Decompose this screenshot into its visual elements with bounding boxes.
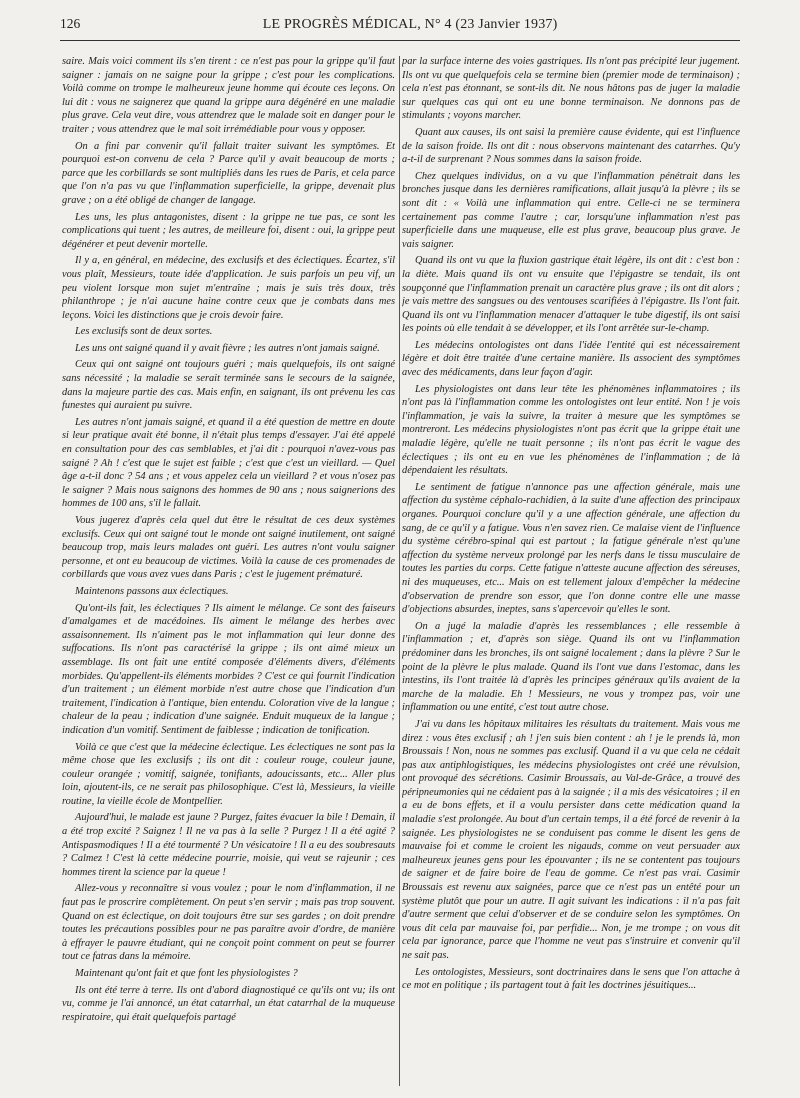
paragraph: Les exclusifs sont de deux sortes. xyxy=(75,326,213,338)
paragraph: Aujourd'hui, le malade est jaune ? Purgez, faites évacuer la bile ! Demain, il a été trop excité ? Saignez ! Il ne va pas à la selle ? Purgez ! Il a été agité ? Antispasmodiques ! Il a été tourmenté ? Un vésicatoire ! Il a eu des soubresauts ? Calmez ! C'est là cette médecine pourrie, moisie, qui veut se rajeunir ; ces hommes tirent la science par la queue ! xyxy=(62,812,395,878)
journal-title: LE PROGRÈS MÉDICAL, N° 4 (23 Janvier 1937) xyxy=(262,17,558,32)
paragraph: Les médecins ontologistes ont dans l'idée l'entité qui est nécessairement légère et doit être traitée d'une certaine manière. Ils associent des symptômes avec des médicaments, dans leur façon d'agir. xyxy=(402,339,740,379)
paragraph: Les ontologistes, Messieurs, sont doctrinaires dans le sens que l'on attache à ce mot en politique ; ils partagent tout à fait les doctrines jésuitiques... xyxy=(402,966,740,992)
paragraph: saire. Mais voici comment ils s'en tirent : ce n'est pas pour la grippe qu'il faut saigner : jamais on ne saigne pour la grippe ; c'est pour les complications. Voilà comme on trompe le malheureux jeune homme qui écoute ces leçons. On lui dit : vous ne saignerez que quand la grippe aura dégénéré en une maladie plus grave. Cela veut dire, vous attendrez que le malade soit en danger pour le traiter ; vous attendrez que le mal soit irrémédiable pour vous y opposer. xyxy=(62,56,395,135)
paragraph: On a jugé la maladie d'après les ressemblances ; elle ressemble à l'inflammation ; et, d'après son siège. Quand ils ont vu l'inflammation prédominer dans les bronches, ils ont saigné localement ; dans la plèvre ? Sur le point de la plèvre le plus malade. Quand ils l'ont vue dans l'estomac, dans les intestins, ils l'ont traitée là d'après les principes généraux qu'ils avaient de la marche de la maladie. Eh ! Messieurs, ne vous y trompez pas, voir une inflammation ou une entité, c'est tout autre chose. xyxy=(402,620,740,714)
column-divider xyxy=(399,56,400,1086)
paragraph: Voilà ce que c'est que la médecine éclectique. Les éclectiques ne sont pas la même chose que les exclusifs ; ils ont dit : couleur rouge, couleur jaune, couleur orangée ; vomitif, saignée, tonifiants, adoucissants, etc... Aller plus loin, ajoutent-ils, ce ne serait pas philosophique. C'est là, Messieurs, la vieille routine, la vieille école de Montpellier. xyxy=(62,741,395,807)
page-header xyxy=(60,16,740,41)
paragraph: Les uns, les plus antagonistes, disent : la grippe ne tue pas, ce sont les complications qui tuent ; les autres, de meilleure foi, disent : oui, la grippe peut dégénérer et peut devenir mortelle. xyxy=(62,211,395,250)
paragraph: Le sentiment de fatigue n'annonce pas une affection générale, mais une affection du système céphalo-rachidien, à la suite d'une affection des principaux organes. Pourquoi conclure qu'il y a une affection générale, une affection du sang, de ce qu'il y a fatigue. Vous n'en savez rien. Ce malaise vient de l'influence du système cérébro-spinal qui est partout ; la fatigue générale n'est qu'une affection du système nerveux prolongé par les nerfs dans le tissu musculaire de toutes les parties du corps. Cette fatigue n'atteste aucune affection des séreuses, ni des muqueuses, etc... Mais on est tellement jaloux d'empêcher la médecine d'observation de prendre son essor, que l'on donne contre elle une masse d'objections absurdes, ineptes, sans s'apercevoir qu'elles le sont. xyxy=(402,481,740,616)
paragraph: Chez quelques individus, on a vu que l'inflammation pénétrait dans les bronches jusque dans les dernières ramifications, allait jusqu'à la plèvre ; ils se sont dit : « Voilà une inflammation qui entre. Celle-ci ne se terminera certainement pas comme l'autre ; car, lorsqu'une inflammation n'est pas superficielle dans une muqueuse, elle est plus grave, beaucoup plus grave. Je vais saigner. xyxy=(402,170,740,250)
paragraph: J'ai vu dans les hôpitaux militaires les résultats du traitement. Mais vous me direz : vous êtes exclusif ; ah ! j'en suis bien content : ah ! je le prends là, mon Broussais ! Non, nous ne sommes pas exclusif. Quand il a vu que cela ne cédait pas aux antiphlogistiques, les médecins physiologistes ont créé une révulsion, ont provoqué des sécrétions. Casimir Broussais, au Val-de-Grâce, a trouvé des péripneumonies qui ne cédaient pas à la saignée ; il a mis des vésicatoires ; il en a eu de bons effets, et il a voulu persister dans cette médication quand la maladie s'est prolongée. Au bout d'un certain temps, il a été forcé de revenir à la saignée. Les physiologistes ne se conduisent pas comme le disent les gens de mauvaise foi et comme le croient les nigauds, comme on veut persuader aux malheureux jeunes gens pour les épouvanter ; ils ne se contentent pas toujours de saigner et de faire boire de l'eau de gomme. Ce n'est pas vrai. Casimir Broussais est revenu aux saignées, parce que ce n'est pas un entêté pour un système plutôt que pour un autre. Il agit suivant les indications : il n'a pas fait d'autre serment que celui d'observer et de se conduire selon les symptômes. On vous dit cela par mauvaise foi, par perfidie... Non, je me trompe ; on vous dit cela par ignorance, parce que l'homme ne veut pas s'instruire et convenir qu'il ne sait pas. xyxy=(402,718,740,961)
paragraph: par la surface interne des voies gastriques. Ils n'ont pas précipité leur jugement. Ils ont vu que quelquefois cela se termine bien (premier mode de terminaison) ; cela n'est pas étonnant, se sont-ils dit. Ne nous hâtons pas de juger la maladie sur quelques cas qui ont eu une bonne terminaison. Ne donnons pas de stimulants ; voyons marcher. xyxy=(402,56,740,122)
paragraph: Maintenons passons aux éclectiques. xyxy=(75,585,229,597)
paragraph: Maintenant qu'ont fait et que font les physiologistes ? xyxy=(75,968,298,979)
paragraph: Qu'ont-ils fait, les éclectiques ? Ils aiment le mélange. Ce sont des faiseurs d'amalgames et de macédoines. Ils aiment le mélange des herbes avec assaisonnement. Ils n'aiment pas le mot inflammation qui leur donne des suffocations. Ils n'ont pas caractérisé la grippe ; ils ont aimé mieux un assemblage. Ils ont fait une entité composée d'éléments divers, d'éléments morbides. Qu'appellent-ils éléments morbides ? C'est ce qui fournit l'indication d'un traitement ; un élément morbide n'est autre chose que l'indication d'un traitement, l'indication à l'antique, bien entendu. Coloration vive de la langue ; chaleur de la peau ; indication d'une saignée. Enduit muqueux de la langue ; indication d'un vomitif. Sentiment de faiblesse ; indication de tonification. xyxy=(62,602,395,736)
paragraph: Ils ont été terre à terre. Ils ont d'abord diagnostiqué ce qu'ils ont vu; ils ont vu, comme je l'ai annoncé, un état catarrhal, un état catarrhal de la muqueuse respiratoire, qui était quelquefois partagé xyxy=(62,984,395,1023)
paragraph: Les autres n'ont jamais saigné, et quand il a été question de mettre en doute si leur pratique avait été bonne, il n'était plus temps d'essayer. J'ai été appelé en consultation pour des cas semblables, et j'ai dit : pourquoi n'avez-vous pas saigné ? Ah ! c'est que le sujet est faible ; c'est que c'est un vieillard. — Quel âge a-t-il donc ? 54 ans ; et vous appelez cela un vieillard ? et vous n'osez pas le saigner ? Mais nous saignons des hommes de 90 ans ; nous saignerions des hommes de 100 ans, s'il le fallait. xyxy=(62,416,395,510)
paragraph: Quant aux causes, ils ont saisi la première cause évidente, qui est l'influence de la saison froide. Ils ont dit : nous observons maintenant des catarrhes. Qu'y a-t-il de surprenant ? Nous sommes dans la saison froide. xyxy=(402,126,740,166)
paragraph: Allez-vous y reconnaître si vous voulez ; pour le nom d'inflammation, il ne faut pas le proscrire complètement. On peut s'en servir ; mais pas trop souvent. Quand on est éclectique, on doit toujours être sur ses gardes ; on doit prendre toutes les précautions possibles pour ne pas paraître avoir d'ordre, de manière à effrayer le pauvre étudiant, qui ne conçoit point comment on peut se fourrer tout ce fatras dans la mémoire. xyxy=(62,883,395,963)
paragraph: Vous jugerez d'après cela quel dut être le résultat de ces deux systèmes exclusifs. Ceux qui ont saigné tout le monde ont saigné inutilement, ont saigné beaucoup trop, mais leurs malades ont guéri. Les autres n'ont voulu saigner personne, et ont eu beaucoup de victimes. Voilà la cause de ces promenades de corbillards que vous avez vues dans Paris ; c'est le jugement prématuré. xyxy=(62,515,395,581)
paragraph: Ceux qui ont saigné ont toujours guéri ; mais quelquefois, ils ont saigné sans nécessité ; la maladie se serait terminée sans le secours de la saignée, dans la majeure partie des cas. Mais enfin, en saignant, ils ont prévenu les cas funestes qui auraient pu suivre. xyxy=(62,359,395,412)
paragraph: Les physiologistes ont dans leur tête les phénomènes inflammatoires ; ils n'ont pas là l'inflammation comme les ontologistes ont leur entité. Non ! je vois l'inflammation, je vais la suivre, la traiter à mesure que les symptômes se montreront. Les médecins physiologistes n'ont pas écrit que la grippe était une maladie légère, qu'elle ne tuait personne ; ils n'ont pas écrit le vague des éclectiques ; ils ont eu en vue les phénomènes de l'inflammation ; de là dépendaient les résultats. xyxy=(402,383,740,477)
page-number: 126 xyxy=(60,16,81,31)
left-column xyxy=(62,55,395,1090)
right-column xyxy=(402,55,740,1090)
paragraph: Les uns ont saigné quand il y avait fièvre ; les autres n'ont jamais saigné. xyxy=(75,342,380,354)
paragraph: Quand ils ont vu que la fluxion gastrique était légère, ils ont dit : c'est bon : la diète. Mais quand ils ont vu ensuite que l'épigastre se tendait, ils ont soupçonné que l'inflammation prenait un caractère plus grave ; ils ont dit alors ; je vais mettre des sangsues ou des ventouses scarifiées à l'épigastre. Ils l'ont fait. Quand ils ont vu l'inflammation menacer d'attaquer le tube digestif, ils ont saisi les points où elle tendait à se développer, et ils l'ont arrêtée sur-le-champ. xyxy=(402,255,740,335)
paragraph: Il y a, en général, en médecine, des exclusifs et des éclectiques. Écartez, s'il vous plaît, Messieurs, toute idée d'application. Je suis parfois un peu vif, un peu violent lorsque mon sujet m'entraîne ; mais je suis très doux, très philanthrope ; je n'ai aucune haine contre ceux que je combats dans mes leçons. Voici les distinctions que je crois devoir faire. xyxy=(62,255,395,321)
paragraph: On a fini par convenir qu'il fallait traiter suivant les symptômes. Et pourquoi est-on convenu de cela ? Parce qu'il y avait beaucoup de morts ; parce que les corbillards se sont multipliés dans les rues de Paris, et cela parce que l'on n'a pas vu que l'inflammation superficielle, la grippe, devenait plus grave ; on a été obligé de changer de langage. xyxy=(62,140,395,206)
